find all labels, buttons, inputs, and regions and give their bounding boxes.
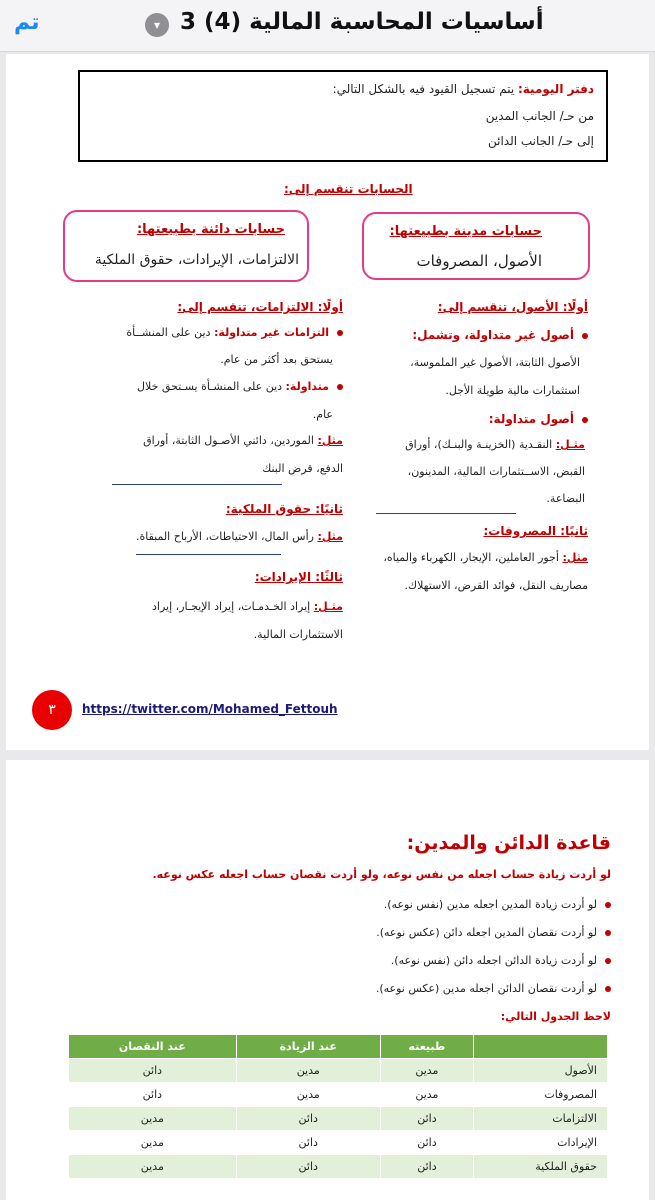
- example-text: أجور العاملين، الإيجار، الكهرباء والمياه،: [383, 551, 559, 564]
- table-note: لاحظ الجدول التالي:: [500, 1010, 611, 1023]
- debit-accounts-box: [362, 212, 590, 280]
- liabilities-heading: أولًا: الالتزامات، تنقسم إلى:: [177, 300, 343, 314]
- expenses-heading: ثانيًا: المصروفات:: [483, 524, 588, 538]
- expenses-example-1: [383, 551, 588, 564]
- liabilities-example-2: الدفع، قرض البنك: [262, 462, 343, 475]
- current-assets-item: [489, 412, 588, 426]
- top-bar: [0, 0, 655, 52]
- example-label: مثل:: [317, 434, 343, 447]
- table-cell: دائن: [236, 1131, 380, 1155]
- table-row: [69, 1155, 608, 1179]
- current-assets-example-1: [405, 438, 585, 451]
- rule-bullet-text: لو أردت نقصان المدين اجعله دائن (عكس نوعه).: [376, 926, 597, 939]
- current-assets-example-3: البضاعة.: [546, 492, 585, 505]
- noncurrent-assets-item: [412, 328, 588, 342]
- table-cell: حقوق الملكية: [474, 1155, 608, 1179]
- rule-bullet-4: [376, 982, 611, 995]
- table-cell: مدين: [69, 1107, 237, 1131]
- table-cell: مدين: [69, 1155, 237, 1179]
- noncurrent-liabilities-line-2: يستحق بعد أكثر من عام.: [220, 353, 333, 366]
- rule-bullet-text: لو أردت زيادة الدائن اجعله دائن (نفس نوعه).: [390, 954, 597, 967]
- done-button[interactable]: تم: [14, 10, 40, 35]
- table-cell: دائن: [380, 1107, 473, 1131]
- table-cell: المصروفات: [474, 1083, 608, 1107]
- journal-line-1: من حـ/ الجانب المدين: [485, 109, 594, 123]
- bullet-icon: [605, 930, 611, 936]
- accounts-heading: الحسابات تنقسم إلى:: [284, 182, 413, 196]
- table-header-row: [69, 1035, 608, 1059]
- bullet-icon: [582, 333, 588, 339]
- bullet-icon: [337, 330, 343, 336]
- table-cell: دائن: [236, 1155, 380, 1179]
- chevron-down-icon[interactable]: ▾: [145, 13, 169, 37]
- noncurrent-liabilities-item: [126, 326, 343, 339]
- table-cell: مدين: [380, 1059, 473, 1083]
- example-text: النقـدية (الخزينـة والبنـك)، أوراق: [405, 438, 553, 451]
- debit-box-text: الأصول، المصروفات: [416, 252, 542, 270]
- document-page-1: [6, 54, 649, 750]
- table-cell: مدين: [380, 1083, 473, 1107]
- divider-line: [376, 513, 516, 514]
- rule-bullet-3: [391, 954, 611, 967]
- table-cell: الأصول: [474, 1059, 608, 1083]
- example-text: رأس المال، الاحتياطات، الأرباح المبقاة.: [135, 530, 314, 543]
- page2-title: قاعدة الدائن والمدين:: [406, 832, 611, 854]
- noncurrent-assets-line-2: استثمارات مالية طويلة الأجل.: [445, 384, 580, 397]
- bullet-icon: [337, 384, 343, 390]
- assets-heading: أولًا: الأصول، تنقسم إلى:: [437, 300, 588, 314]
- equity-heading: ثانيًا: حقوق الملكية:: [225, 502, 343, 516]
- document-title[interactable]: أساسيات المحاسبة المالية (4) 3: [180, 9, 544, 35]
- rule-text: لو أردت زيادة حساب اجعله من نفس نوعه، ولو أردت نقصان حساب اجعله عكس نوعه.: [152, 868, 611, 881]
- table-row: [69, 1059, 608, 1083]
- twitter-link[interactable]: https://twitter.com/Mohamed_Fettouh: [82, 702, 338, 716]
- credit-box-text: الالتزامات، الإيرادات، حقوق الملكية: [94, 252, 299, 268]
- current-liabilities-line-2: عام.: [312, 408, 333, 421]
- liabilities-example-1: [143, 434, 343, 447]
- credit-box-title: حسابات دائنة بطبيعتها:: [136, 222, 285, 237]
- table-cell: الالتزامات: [474, 1107, 608, 1131]
- current-assets-title: أصول متداولة:: [488, 412, 574, 426]
- journal-line-2: إلى حـ/ الجانب الدائن: [487, 134, 594, 148]
- example-text: إيراد الخـدمـات، إيراد الإيجـار، إيراد: [152, 600, 311, 613]
- journal-title-line: [333, 82, 594, 96]
- rule-bullet-2: [376, 926, 611, 939]
- table-cell: الإيرادات: [474, 1131, 608, 1155]
- expenses-example-2: مصاريف النقل، فوائد القرض، الاستهلاك.: [404, 579, 588, 592]
- noncurrent-liabilities-title: التزامات غير متداولة:: [214, 326, 329, 339]
- table-header-cell: عند النقصان: [69, 1035, 237, 1059]
- table-cell: دائن: [69, 1059, 237, 1083]
- table-row: [69, 1083, 608, 1107]
- example-label: مثل:: [562, 551, 588, 564]
- example-label: مثـل:: [313, 600, 343, 613]
- revenues-heading: ثالثًا: الإيرادات:: [254, 570, 343, 584]
- table-cell: دائن: [380, 1155, 473, 1179]
- accounts-table: [68, 1034, 608, 1179]
- table-row: [69, 1107, 608, 1131]
- rule-bullet-text: لو أردت نقصان الدائن اجعله مدين (عكس نوعه).: [375, 982, 597, 995]
- example-label: مثـل:: [555, 438, 585, 451]
- rule-bullet-1: [384, 898, 611, 911]
- journal-box: [78, 70, 608, 162]
- bullet-icon: [605, 902, 611, 908]
- journal-text: يتم تسجيل القيود فيه بالشكل التالي:: [332, 82, 515, 96]
- example-label: مثل:: [317, 530, 343, 543]
- document-page-2: [6, 760, 649, 1200]
- journal-title: دفتر اليومية:: [517, 82, 594, 96]
- table-cell: مدين: [69, 1131, 237, 1155]
- credit-accounts-box: [63, 210, 309, 282]
- example-text: الموردين، دائني الأصـول الثابتة، أوراق: [143, 434, 314, 447]
- debit-box-title: حسابات مدينة بطبيعتها:: [389, 224, 542, 239]
- table-cell: دائن: [236, 1107, 380, 1131]
- divider-line: [136, 554, 281, 555]
- bullet-icon: [605, 986, 611, 992]
- rule-bullet-text: لو أردت زيادة المدين اجعله مدين (نفس نوعه).: [383, 898, 597, 911]
- page-number-badge: ٣: [32, 690, 72, 730]
- table-cell: مدين: [236, 1083, 380, 1107]
- current-liabilities-text: دين على المنشـأة يسـتحق خلال: [137, 380, 283, 393]
- bullet-icon: [582, 417, 588, 423]
- noncurrent-assets-title: أصول غير متداولة، وتشمل:: [412, 328, 574, 342]
- current-assets-example-2: القبض، الاســتثمارات المالية، المدينون،: [407, 465, 585, 478]
- noncurrent-liabilities-text: دين على المنشــأة: [126, 326, 211, 339]
- revenues-example-1: [152, 600, 343, 613]
- table-header-cell: طبيعته: [380, 1035, 473, 1059]
- divider-line: [112, 484, 282, 485]
- table-cell: دائن: [69, 1083, 237, 1107]
- table-cell: دائن: [380, 1131, 473, 1155]
- bullet-icon: [605, 958, 611, 964]
- equity-example: [136, 530, 343, 543]
- table-cell: مدين: [236, 1059, 380, 1083]
- table-header-cell: عند الزيادة: [236, 1035, 380, 1059]
- revenues-example-2: الاستثمارات المالية.: [253, 628, 343, 641]
- noncurrent-assets-line-1: الأصول الثابتة، الأصول غير الملموسة،: [410, 356, 580, 369]
- table-row: [69, 1131, 608, 1155]
- current-liabilities-item: [137, 380, 343, 393]
- table-header-cell: [474, 1035, 608, 1059]
- current-liabilities-title: متداولة:: [285, 380, 329, 393]
